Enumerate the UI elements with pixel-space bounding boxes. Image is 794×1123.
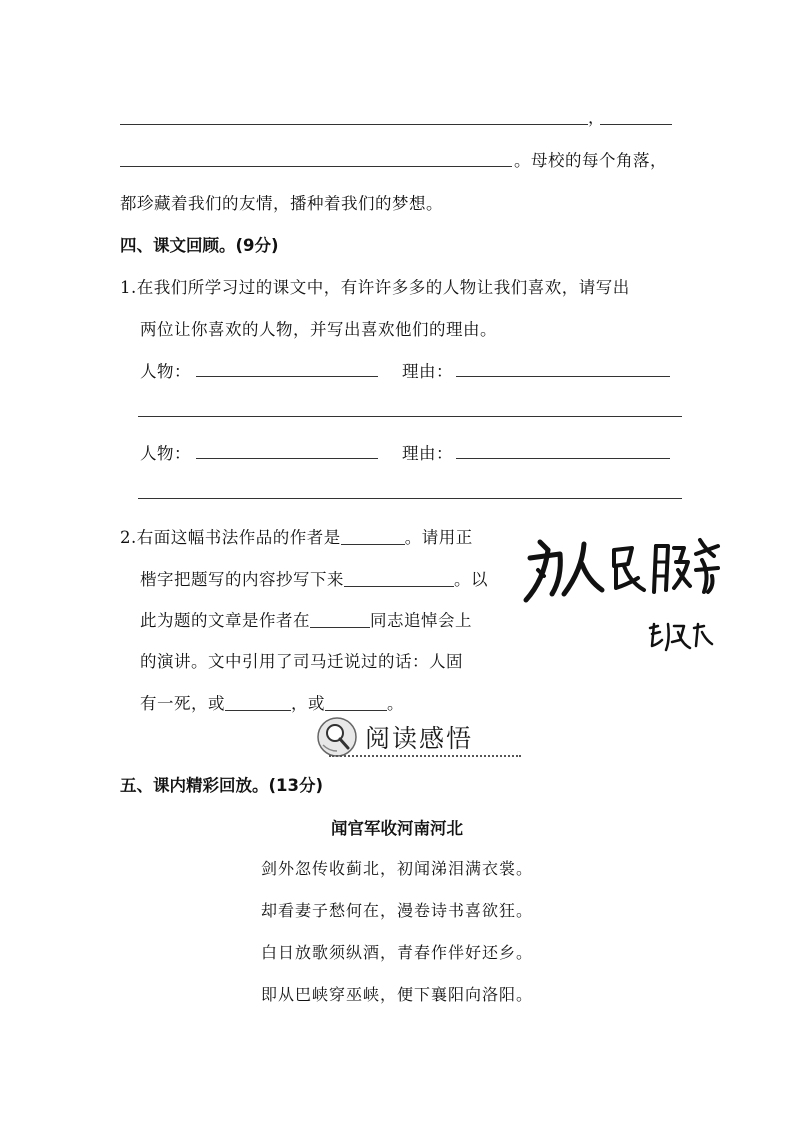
q1-line1: 1.在我们所学习过的课文中，有许许多多的人物让我们喜欢，请写出 xyxy=(120,278,630,297)
top-comma: ， xyxy=(588,108,605,127)
poem-line-4: 即从巴峡穿巫峡，便下襄阳向洛阳。 xyxy=(260,985,533,1004)
q1-reason1-label: 理由： xyxy=(402,362,453,381)
quote-blank-1[interactable] xyxy=(225,696,291,711)
poem-line-3: 白日放歌须纵酒，青春作伴好还乡。 xyxy=(260,943,533,962)
banner-title: 阅读感悟 xyxy=(365,724,474,753)
banner-divider xyxy=(329,755,521,757)
top-line3: 都珍藏着我们的友情，播种着我们的梦想。 xyxy=(120,194,443,213)
quote-blank-2[interactable] xyxy=(325,696,387,711)
answer-blank-top-2[interactable] xyxy=(120,166,512,167)
comrade-blank[interactable] xyxy=(310,613,370,628)
q2-line5b: ，或 xyxy=(291,694,325,713)
copy-blank[interactable] xyxy=(344,572,454,587)
poem-line-1: 剑外忽传收蓟北，初闻涕泪满衣裳。 xyxy=(260,859,533,878)
q2-line5a: 有一死，或 xyxy=(140,694,225,713)
q2-line2 xyxy=(140,566,488,590)
reason2-blank[interactable] xyxy=(456,458,670,459)
answer-blank-top-1b[interactable] xyxy=(600,124,672,125)
q2-line2a: 楷字把题写的内容抄写下来 xyxy=(140,570,344,589)
answer-blank-top-1a[interactable] xyxy=(120,124,588,125)
q2-line1a: 2.右面这幅书法作品的作者是 xyxy=(120,528,341,547)
q2-line5c: 。 xyxy=(387,694,404,713)
q1-person2-label: 人物： xyxy=(140,444,191,463)
top-line2-end: 。母校的每个角落， xyxy=(514,151,667,170)
q2-line3 xyxy=(140,607,472,631)
q2-line1 xyxy=(120,524,473,548)
poem-title: 闻官军收河南河北 xyxy=(331,819,463,838)
q1-reason2-label: 理由： xyxy=(402,444,453,463)
q2-line3a: 此为题的文章是作者在 xyxy=(140,611,310,630)
section5-heading: 五、课内精彩回放。(13分) xyxy=(120,776,324,795)
person1-blank[interactable] xyxy=(196,376,378,377)
calligraphy-artwork xyxy=(518,520,723,660)
poem-line-2: 却看妻子愁何在，漫卷诗书喜欲狂。 xyxy=(260,901,533,920)
q2-line3b: 同志追悼会上 xyxy=(370,611,472,630)
reason1-blank[interactable] xyxy=(456,376,670,377)
reason1-blank-cont[interactable] xyxy=(138,416,682,417)
q2-line5 xyxy=(140,690,404,714)
magnifier-icon xyxy=(315,715,359,759)
q1-line2: 两位让你喜欢的人物，并写出喜欢他们的理由。 xyxy=(140,320,497,339)
reading-banner xyxy=(315,713,520,761)
section4-heading: 四、课文回顾。(9分) xyxy=(120,236,279,255)
person2-blank[interactable] xyxy=(196,458,378,459)
calligraphy-image xyxy=(518,520,723,660)
q2-line1b: 。请用正 xyxy=(404,528,473,547)
q1-person1-label: 人物： xyxy=(140,362,191,381)
author-blank[interactable] xyxy=(341,530,405,545)
q2-line4: 的演讲。文中引用了司马迁说过的话：人固 xyxy=(140,652,463,671)
q2-line2b: 。以 xyxy=(454,570,488,589)
reason2-blank-cont[interactable] xyxy=(138,498,682,499)
